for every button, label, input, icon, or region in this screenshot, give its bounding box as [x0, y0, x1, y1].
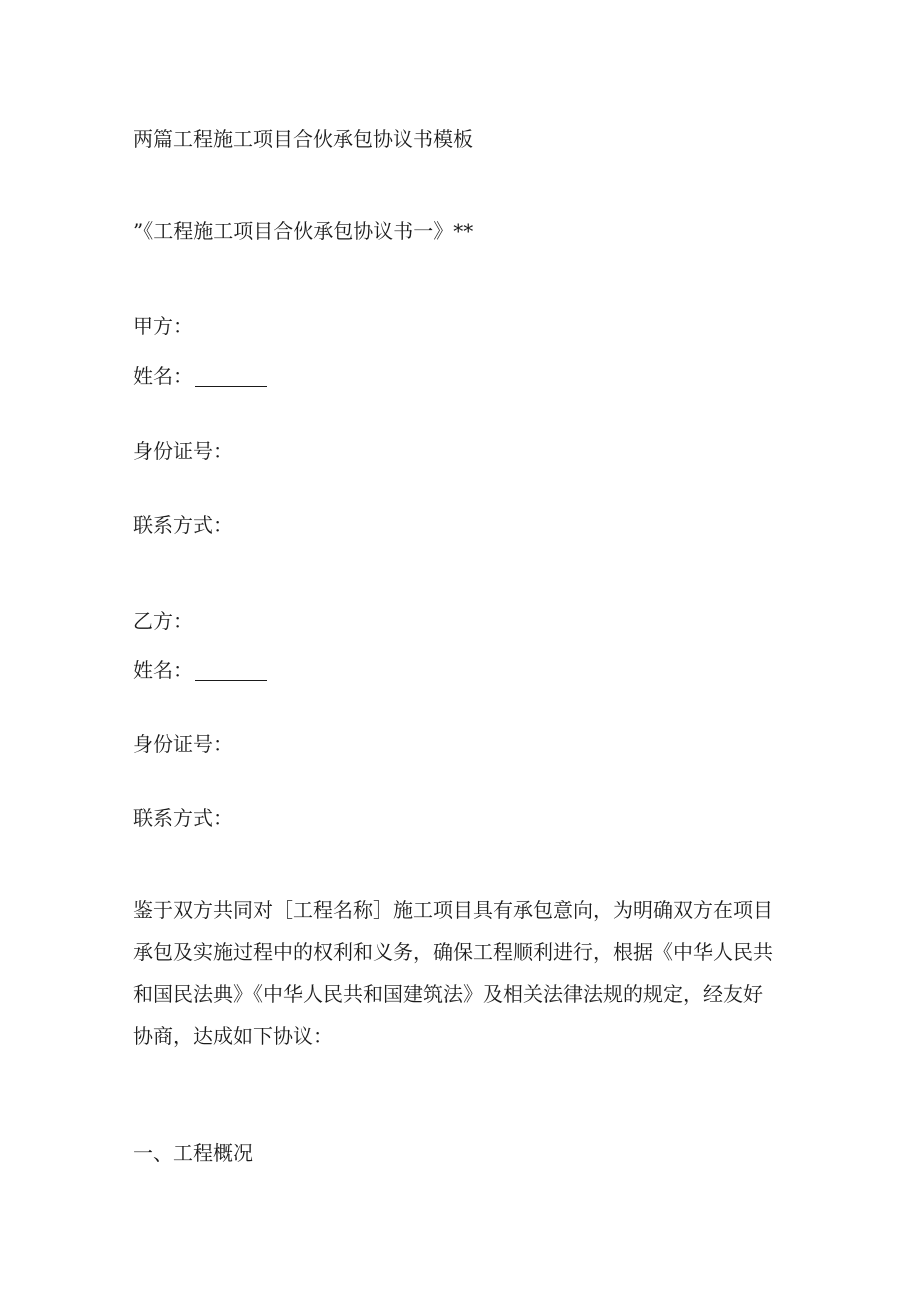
party-a-contact-label: 联系方式：: [133, 513, 233, 537]
party-a-name-row: [133, 366, 267, 387]
party-b-contact-label: 联系方式：: [133, 806, 233, 830]
agreement-subtitle: ”《工程施工项目合伙承包协议书一》**: [133, 219, 474, 243]
party-a-label: 甲方：: [133, 314, 193, 338]
document-title: 两篇工程施工项目合伙承包协议书模板: [133, 127, 473, 151]
party-a-name-blank: [195, 385, 267, 387]
preamble-paragraph: [133, 889, 793, 1057]
party-b-name-blank: [195, 679, 267, 681]
preamble-line: 协商，达成如下协议：: [133, 1024, 333, 1048]
party-b-id-label: 身份证号：: [133, 732, 233, 756]
section-heading: 一、工程概况: [133, 1141, 253, 1165]
party-b-label: 乙方：: [133, 609, 193, 633]
preamble-line: 承包及实施过程中的权利和义务，确保工程顺利进行，根据《中华人民共: [133, 940, 773, 964]
preamble-line: 和国民法典》《中华人民共和国建筑法》及相关法律法规的规定，经友好: [133, 982, 763, 1006]
party-a-id-label: 身份证号：: [133, 439, 233, 463]
party-b-name-row: [133, 660, 267, 681]
party-b-name-label: 姓名：: [133, 658, 193, 682]
party-a-name-label: 姓名：: [133, 364, 193, 388]
preamble-line: 鉴于双方共同对［工程名称］施工项目具有承包意向，为明确双方在项目: [133, 898, 773, 922]
